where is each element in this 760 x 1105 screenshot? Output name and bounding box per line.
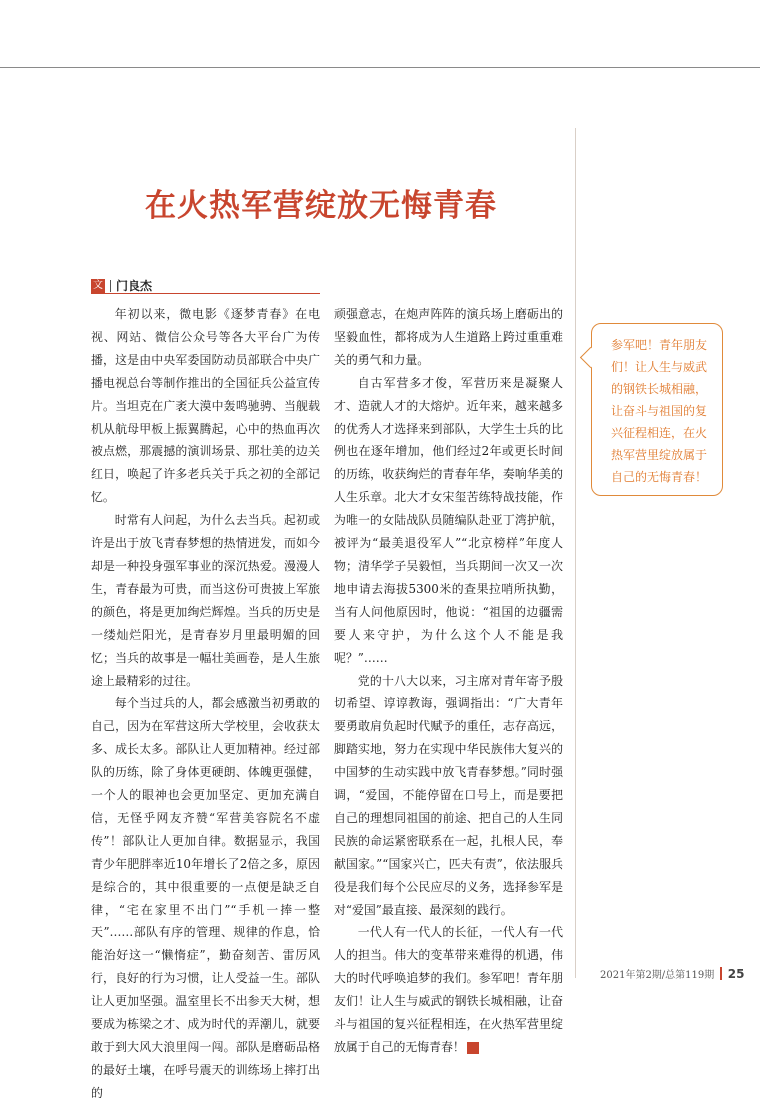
paragraph-text: 一代人有一代人的长征，一代人有一代人的担当。伟大的变革带来难得的机遇，伟大的时代呼唤追梦的我们。参军吧！青年朋友们！让人生与威武的钢铁长城相融，让奋斗与祖国的复兴征程相连，在火热军营里绽放属于自己的无悔青春！ xyxy=(334,925,563,1054)
page-footer xyxy=(600,966,744,981)
paragraph: 自古军营多才俊，军营历来是凝聚人才、造就人才的大熔炉。近年来，越来越多的优秀人才选择来到部队，大学生士兵的比例也在逐年增加，他们经过2年或更长时间的历练，收获绚烂的青春年华，奏响华美的人生乐章。北大才女宋玺苦练特战技能，作为唯一的女陆战队员随编队赴亚丁湾护航，被评为“最美退役军人”“北京榜样”年度人物；清华学子吴毅恒，当兵期间一次又一次地申请去海拔5300米的查果拉哨所执勤，当有人问他原因时，他说：“祖国的边疆需要人来守护，为什么这个人不能是我呢？”…… xyxy=(334,375,563,665)
paragraph: 每个当过兵的人，都会感激当初勇敢的自己，因为在军营这所大学校里，会收获太多、成长太多。部队让人更加精神。经过部队的历练，除了身体更硬朗、体魄更强健，一个人的眼神也会更加坚定、更加充满自信，无怪乎网友齐赞“军营美容院名不虚传”！部队让人更加自律。数据显示，我国青少年肥胖率近10年增长了2倍之多，原因是综合的，其中很重要的一点便是缺乏自律，“宅在家里不出门”“手机一捧一整天”……部队有序的管理、规律的作息，恰能治好这一“懒惰症”，勤奋刻苦、雷厉风行，良好的行为习惯，让人受益一生。部队让人更加坚强。温室里长不出参天大树，想要成为栋梁之才、成为时代的弄潮儿，就要敢于到大风大浪里闯一闯。部队是磨砺品格的最好土壤，在呼号震天的训练场上摔打出的 xyxy=(91,696,320,1100)
issue-label: 2021年第2期/总第119期 xyxy=(600,970,715,981)
column-right xyxy=(334,303,563,1059)
byline-rule xyxy=(91,293,320,294)
column-left xyxy=(91,303,320,1105)
page-number: 25 xyxy=(727,966,745,981)
article-title: 在火热军营绽放无悔青春 xyxy=(145,188,497,224)
paragraph-continued: 顽强意志，在炮声阵阵的演兵场上磨砺出的坚毅血性，都将成为人生道路上跨过重重难关的勇气和力量。 xyxy=(334,307,563,367)
byline-tag-icon: 文 xyxy=(93,279,103,291)
pull-quote: 参军吧！青年朋友们！让人生与威武的钢铁长城相融，让奋斗与祖国的复兴征程相连，在火热军营里绽放属于自己的无悔青春！ xyxy=(591,323,723,496)
paragraph: 时常有人问起，为什么去当兵。起初或许是出于放飞青春梦想的热情迸发，而如今却是一种投身强军事业的深沉热爱。漫漫人生，青春最为可贵，而当这份可贵披上军旅的颜色，将是更加绚烂辉煌。当兵的历史是一缕灿烂阳光，是青春岁月里最明媚的回忆；当兵的故事是一幅壮美画卷，是人生旅途上最精彩的过往。 xyxy=(91,513,320,688)
paragraph: 年初以来，微电影《逐梦青春》在电视、网站、微信公众号等各大平台广为传播，这是由中央军委国防动员部联合中央广播电视总台等制作推出的全国征兵公益宣传片。当坦克在广袤大漠中轰鸣驰骋、当舰载机从航母甲板上振翼腾起，心中的热血再次被点燃，那震撼的演训场景、那壮美的边关红日，唤起了许多老兵关于兵之初的全部记忆。 xyxy=(91,307,320,505)
paragraph-final xyxy=(334,921,563,1058)
top-rule xyxy=(0,67,760,68)
byline xyxy=(91,277,152,294)
author-name: 门良杰 xyxy=(116,279,153,293)
margin-rule xyxy=(575,128,576,978)
paragraph: 党的十八大以来，习主席对青年寄予殷切希望、谆谆教诲，强调指出：“广大青年要勇敢肩负起时代赋予的重任，志存高远，脚踏实地，努力在实现中华民族伟大复兴的中国梦的生动实践中放飞青春梦想。”同时强调，“爱国，不能停留在口号上，而是要把自己的理想同祖国的前途、把自己的人生同民族的命运紧密联系在一起，扎根人民，奉献国家。”“国家兴亡，匹夫有责”，依法服兵役是我们每个公民应尽的义务，选择参军是对“爱国”最直接、最深刻的践行。 xyxy=(334,673,563,917)
footer-divider xyxy=(720,967,722,980)
byline-divider xyxy=(110,280,111,292)
end-mark-icon: G xyxy=(467,1042,479,1054)
